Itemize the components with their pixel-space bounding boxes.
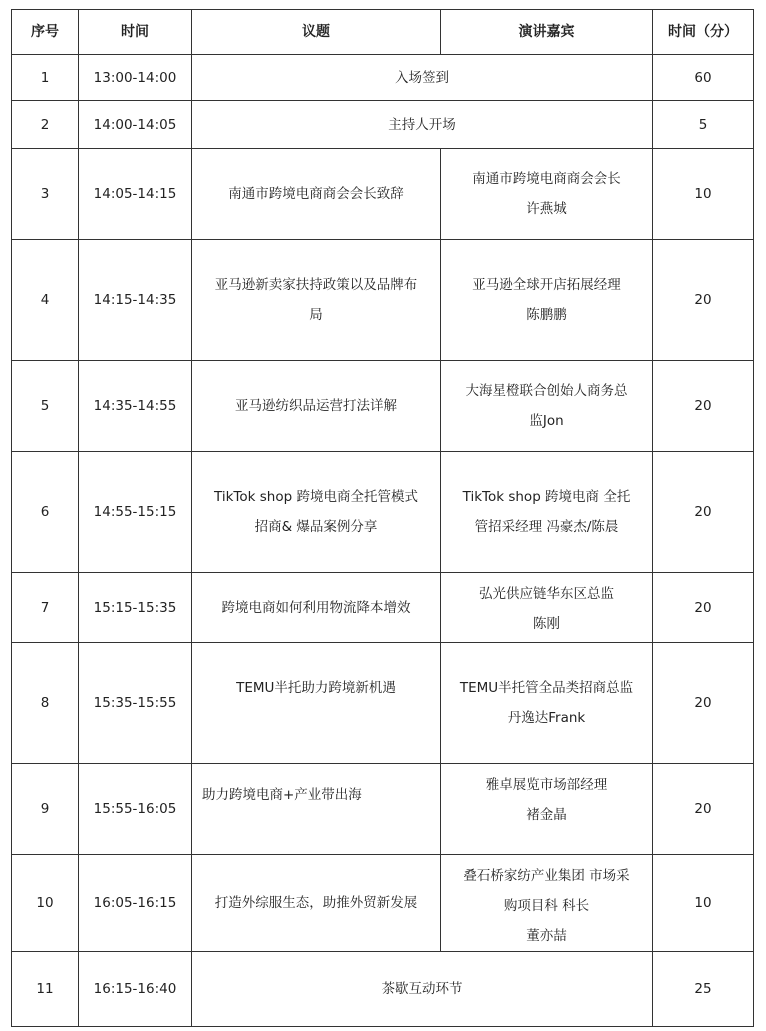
cell-topic — [192, 855, 441, 952]
cell-line: 叠石桥家纺产业集团 市场采 — [463, 868, 630, 884]
header-speaker: 演讲嘉宾 — [441, 10, 653, 55]
cell-no: 5 — [12, 361, 79, 452]
cell-no: 6 — [12, 452, 79, 573]
cell-no: 11 — [12, 952, 79, 1027]
header-minutes: 时间（分） — [653, 10, 754, 55]
cell-topic — [192, 643, 441, 764]
agenda-body — [12, 55, 754, 1027]
cell-speaker — [441, 764, 653, 855]
cell-line: 茶歇互动环节 — [381, 981, 463, 997]
cell-line: 打造外综服生态，助推外贸新发展 — [214, 895, 418, 911]
cell-no: 2 — [12, 101, 79, 149]
cell-line: 大海星橙联合创始人商务总 — [465, 383, 628, 399]
cell-line: TikTok shop 跨境电商全托管模式 — [214, 489, 418, 505]
cell-time: 16:05-16:15 — [79, 855, 192, 952]
cell-line: 入场签到 — [395, 69, 449, 86]
cell-topic — [192, 149, 441, 240]
cell-topic — [192, 55, 653, 101]
table-row — [12, 240, 754, 361]
cell-line: 跨境电商如何利用物流降本增效 — [221, 599, 411, 616]
cell-speaker — [441, 452, 653, 573]
cell-time: 14:15-14:35 — [79, 240, 192, 361]
cell-topic — [192, 952, 653, 1027]
cell-line: 主持人开场 — [388, 116, 456, 133]
table-row — [12, 452, 754, 573]
cell-topic — [192, 101, 653, 149]
cell-line: TEMU半托管全品类招商总监 — [459, 680, 634, 696]
cell-no: 1 — [12, 55, 79, 101]
cell-no: 3 — [12, 149, 79, 240]
header-no: 序号 — [12, 10, 79, 55]
cell-minutes: 20 — [653, 361, 754, 452]
table-row — [12, 573, 754, 643]
cell-line: 弘光供应链华东区总监 — [479, 586, 614, 602]
cell-line: 局 — [309, 307, 323, 323]
cell-line: 监Jon — [529, 413, 564, 429]
cell-minutes: 25 — [653, 952, 754, 1027]
cell-speaker — [441, 573, 653, 643]
cell-topic — [192, 573, 441, 643]
cell-no: 7 — [12, 573, 79, 643]
table-row — [12, 101, 754, 149]
table-row — [12, 361, 754, 452]
cell-minutes: 20 — [653, 573, 754, 643]
cell-topic — [192, 361, 441, 452]
cell-time: 15:35-15:55 — [79, 643, 192, 764]
cell-time: 13:00-14:00 — [79, 55, 192, 101]
cell-minutes: 10 — [653, 149, 754, 240]
table-row — [12, 764, 754, 855]
cell-topic — [192, 452, 441, 573]
cell-line: 董亦喆 — [526, 928, 567, 944]
table-row — [12, 643, 754, 764]
table-row — [12, 952, 754, 1027]
cell-speaker — [441, 149, 653, 240]
cell-line: TEMU半托助力跨境新机遇 — [236, 680, 396, 696]
cell-line: 招商& 爆品案例分享 — [254, 519, 378, 535]
cell-line: 褚金晶 — [526, 807, 567, 823]
cell-minutes: 20 — [653, 764, 754, 855]
cell-no: 10 — [12, 855, 79, 952]
cell-no: 8 — [12, 643, 79, 764]
cell-time: 14:05-14:15 — [79, 149, 192, 240]
cell-line: 亚马逊全球开店拓展经理 — [472, 277, 621, 293]
cell-minutes: 5 — [653, 101, 754, 149]
cell-speaker — [441, 643, 653, 764]
cell-line: 南通市跨境电商商会会长致辞 — [228, 186, 404, 202]
table-row — [12, 149, 754, 240]
cell-line: 南通市跨境电商商会会长 — [472, 171, 621, 187]
cell-line: TikTok shop 跨境电商 全托 — [462, 489, 631, 505]
cell-line: 陈刚 — [533, 616, 560, 632]
cell-time: 14:35-14:55 — [79, 361, 192, 452]
cell-time: 16:15-16:40 — [79, 952, 192, 1027]
cell-line: 购项目科 科长 — [503, 898, 590, 914]
cell-minutes: 20 — [653, 240, 754, 361]
cell-line: 许燕城 — [526, 201, 567, 217]
cell-line: 雅卓展览市场部经理 — [485, 777, 608, 793]
table-row — [12, 55, 754, 101]
header-row — [12, 10, 754, 55]
cell-time: 15:15-15:35 — [79, 573, 192, 643]
cell-minutes: 20 — [653, 452, 754, 573]
cell-line: 助力跨境电商+产业带出海 — [202, 787, 362, 803]
header-topic: 议题 — [192, 10, 441, 55]
agenda-table — [11, 9, 754, 1027]
header-time: 时间 — [79, 10, 192, 55]
cell-topic — [192, 764, 441, 855]
cell-no: 9 — [12, 764, 79, 855]
cell-speaker — [441, 240, 653, 361]
cell-line: 管招采经理 冯豪杰/陈晨 — [474, 519, 619, 535]
cell-time: 15:55-16:05 — [79, 764, 192, 855]
cell-speaker — [441, 855, 653, 952]
cell-topic — [192, 240, 441, 361]
cell-line: 亚马逊纺织品运营打法详解 — [235, 398, 397, 414]
table-row — [12, 855, 754, 952]
cell-no: 4 — [12, 240, 79, 361]
cell-line: 陈鹏鹏 — [526, 307, 567, 323]
cell-minutes: 60 — [653, 55, 754, 101]
cell-minutes: 10 — [653, 855, 754, 952]
cell-line: 亚马逊新卖家扶持政策以及品牌布 — [214, 277, 418, 293]
cell-speaker — [441, 361, 653, 452]
cell-minutes: 20 — [653, 643, 754, 764]
cell-line: 丹逸达Frank — [507, 710, 586, 726]
cell-time: 14:55-15:15 — [79, 452, 192, 573]
cell-time: 14:00-14:05 — [79, 101, 192, 149]
